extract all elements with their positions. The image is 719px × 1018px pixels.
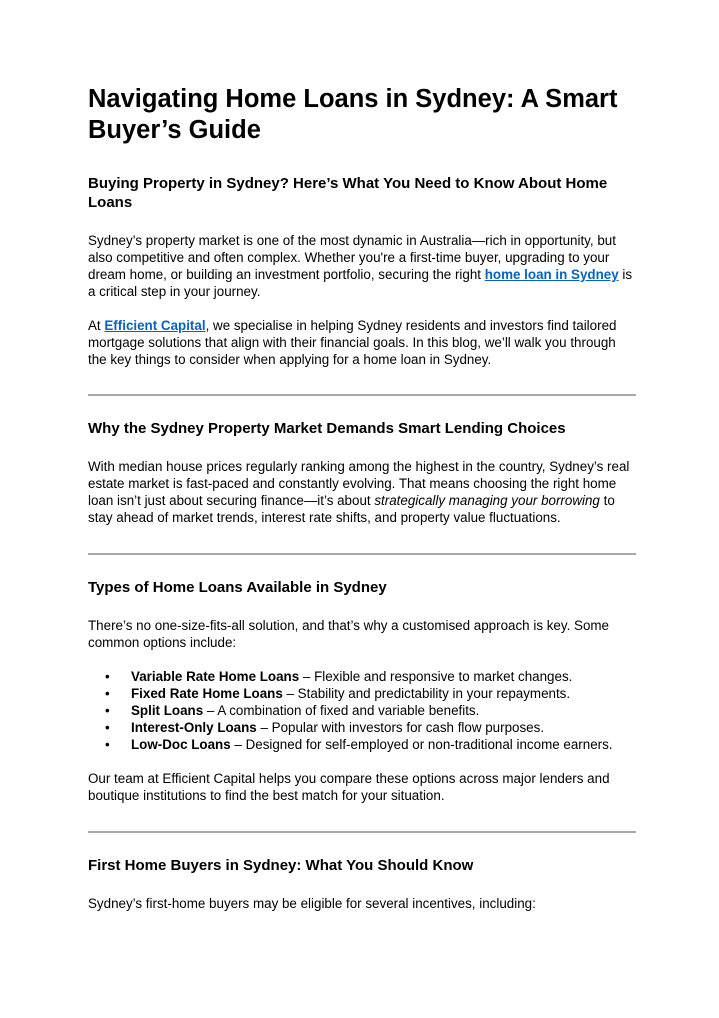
intro-heading: Buying Property in Sydney? Here’s What You Need to Know About Home Loans [88,175,608,211]
list-item-desc: – Stability and predictability in your repayments. [282,686,571,701]
intro-p1-text-before: Sydney’s property market is one of the most dynamic in Australia—rich in opportunity, but also competitive and often complex. Whether you're a first-time buyer, upgrading to your dream home, or building an investment portfolio, securing the right [88,233,616,282]
efficient-capital-link[interactable]: Efficient Capital [104,318,206,333]
list-item-term: Fixed Rate Home Loans [131,686,283,701]
document-page [88,84,636,929]
first-home-buyers-paragraph: Sydney’s first-home buyers may be eligible for several incentives, including: [88,896,536,911]
loan-types-intro: There’s no one-size-fits-all solution, and that’s why a customised approach is key. Some common options include: [88,618,610,650]
intro-p1-text-after: is a critical step in your journey. [88,267,633,299]
list-item-desc: – Popular with investors for cash flow purposes. [256,720,545,735]
list-item-term: Variable Rate Home Loans [131,669,300,684]
sec1-text-before: With median house prices regularly ranking among the highest in the country, Sydney’s real estate market is fast-paced and constantly evolving. That means choosing the right home loan isn’t just about securing finance—it’s about [88,459,630,508]
bullet-icon: • [105,737,110,752]
intro-paragraph-1 [88,232,636,300]
bullet-icon: • [105,720,110,735]
list-item [88,702,636,719]
list-item-desc: – A combination of fixed and variable benefits. [203,703,480,718]
bullet-icon: • [105,669,110,684]
section-divider [88,831,636,833]
bullet-icon: • [105,686,110,701]
sec1-italic-text: strategically managing your borrowing [374,493,600,508]
list-item [88,668,636,685]
home-loan-sydney-link[interactable]: home loan in Sydney [484,267,619,282]
section-heading-sydney-market: Why the Sydney Property Market Demands Smart Lending Choices [88,420,566,437]
section-divider [88,553,636,555]
intro-paragraph-2 [88,317,636,368]
list-item [88,736,636,753]
section-heading-loan-types: Types of Home Loans Available in Sydney [88,579,387,596]
intro-p2-text-after: , we specialise in helping Sydney residents and investors find tailored mortgage solutions that align with their financial goals. In this blog, we’ll walk you through the key things to consider when applying for a home loan in Sydney. [88,318,617,367]
page-title: Navigating Home Loans in Sydney: A Smart Buyer’s Guide [88,85,618,144]
loan-types-outro: Our team at Efficient Capital helps you compare these options across major lenders and boutique institutions to find the best match for your situation. [88,771,610,803]
list-item-term: Interest-Only Loans [131,720,257,735]
section-sydney-market-paragraph [88,458,636,526]
intro-p2-text-before: At [88,318,105,333]
section-heading-first-home-buyers: First Home Buyers in Sydney: What You Should Know [88,857,474,874]
list-item-desc: – Flexible and responsive to market changes. [299,669,573,684]
list-item-term: Low-Doc Loans [131,737,231,752]
list-item [88,685,636,702]
list-item-term: Split Loans [131,703,204,718]
list-item-desc: – Designed for self-employed or non-traditional income earners. [230,737,613,752]
loan-types-list [88,668,636,753]
bullet-icon: • [105,703,110,718]
list-item [88,719,636,736]
sec1-text-after: to stay ahead of market trends, interest rate shifts, and property value fluctuations. [88,493,615,525]
section-divider [88,394,636,396]
